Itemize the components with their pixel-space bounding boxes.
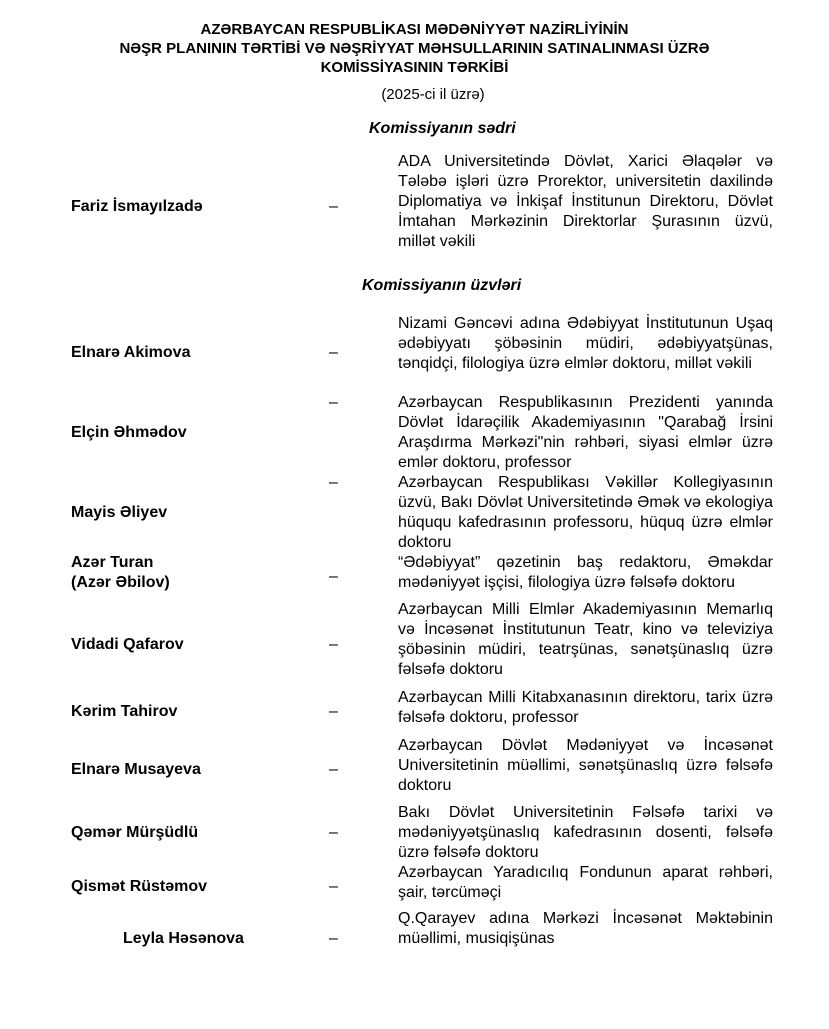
member-description: Azərbaycan Milli Kitabxanasının direktoru, tarix üzrə fəlsəfə doktoru, professor xyxy=(398,689,773,726)
dash-separator: – xyxy=(329,824,338,841)
member-description: ADA Universitetində Dövlət, Xarici Əlaqələr və Tələbə işləri üzrə Prorektor, universitetin daxilində Diplomatiya və İnkişaf İnstitunun Direktoru, Dövlət İmtahan Mərkəzinin Direktorlar Şurasının üzvü, millət vəkili xyxy=(398,153,773,250)
document-subtitle: (2025-ci il üzrə) xyxy=(381,86,485,103)
member-name: Vidadi Qafarov xyxy=(71,636,184,653)
member-description: Azərbaycan Dövlət Mədəniyyət və İncəsənət Universitetinin müəllimi, sənətşünaslıq üzrə fəlsəfə doktoru xyxy=(398,737,773,794)
dash-separator: – xyxy=(329,878,338,895)
dash-separator: – xyxy=(329,474,338,491)
member-name: Elnarə Akimova xyxy=(71,344,191,361)
member-name: Elçin Əhmədov xyxy=(71,424,187,441)
document-title xyxy=(0,20,829,77)
dash-separator: – xyxy=(329,761,338,778)
member-name-alias: (Azər Əbilov) xyxy=(71,574,170,591)
chair-section-heading: Komissiyanın sədri xyxy=(369,120,516,137)
dash-separator: – xyxy=(329,930,338,947)
member-description: Nizami Gəncəvi adına Ədəbiyyat İnstitutunun Uşaq ədəbiyyatı şöbəsinin müdiri, ədəbiyyatşünas, tənqidçi, filologiya üzrə elmlər doktoru, millət vəkili xyxy=(398,315,773,372)
member-name: Qəmər Mürşüdlü xyxy=(71,824,199,841)
member-description: Azərbaycan Yaradıcılıq Fondunun aparat rəhbəri, şair, tərcüməçi xyxy=(398,864,773,901)
title-line-3: KOMİSSİYASININ TƏRKİBİ xyxy=(320,59,509,76)
member-name: Fariz İsmayılzadə xyxy=(71,198,203,215)
member-name: Elnarə Musayeva xyxy=(71,761,201,778)
member-description: Bakı Dövlət Universitetinin Fəlsəfə tarixi və mədəniyyətşünaslıq kafedrasının dosenti, fəlsəfə üzrə fəlsəfə doktoru xyxy=(398,804,773,861)
title-line-1: AZƏRBAYCAN RESPUBLİKASI MƏDƏNİYYƏT NAZİRLİYİNİN xyxy=(200,21,629,38)
dash-separator: – xyxy=(329,636,338,653)
member-description: Q.Qarayev adına Mərkəzi İncəsənət Məktəbinin müəllimi, musiqişünas xyxy=(398,910,773,947)
member-name: Qismət Rüstəmov xyxy=(71,878,208,895)
member-description: Azərbaycan Respublikası Vəkillər Kollegiyasının üzvü, Bakı Dövlət Universitetində Əmək və ekologiya hüququ kafedrasının professoru, hüquq üzrə elmlər doktoru xyxy=(398,474,773,551)
member-description: “Ədəbiyyat” qəzetinin baş redaktoru, Əməkdar mədəniyyət işçisi, filologiya üzrə fəlsəfə doktoru xyxy=(398,554,773,591)
member-name: Kərim Tahirov xyxy=(71,703,178,720)
dash-separator: – xyxy=(329,344,338,361)
dash-separator: – xyxy=(329,703,338,720)
dash-separator: – xyxy=(329,198,338,215)
member-name: Mayis Əliyev xyxy=(71,504,168,521)
member-name: Azər Turan xyxy=(71,554,154,571)
members-section-heading: Komissiyanın üzvləri xyxy=(362,277,522,294)
title-line-2: NƏŞR PLANININ TƏRTİBİ VƏ NƏŞRİYYAT MƏHSULLARININ SATINALINMASI ÜZRƏ xyxy=(119,40,710,57)
dash-separator: – xyxy=(329,394,338,411)
member-description: Azərbaycan Milli Elmlər Akademiyasının Memarlıq və İncəsənət İnstitutunun Teatr, kino və televiziya şöbəsinin müdiri, teatrşünas, sənətşünaslıq üzrə fəlsəfə doktoru xyxy=(398,601,773,678)
member-name: Leyla Həsənova xyxy=(123,930,244,947)
member-description: Azərbaycan Respublikasının Prezidenti yanında Dövlət İdarəçilik Akademiyasının "Qarabağ İrsini Araşdırma Mərkəzi"nin rəhbəri, siyasi elmlər üzrə emlər doktoru, professor xyxy=(398,394,773,471)
dash-separator: – xyxy=(329,568,338,585)
